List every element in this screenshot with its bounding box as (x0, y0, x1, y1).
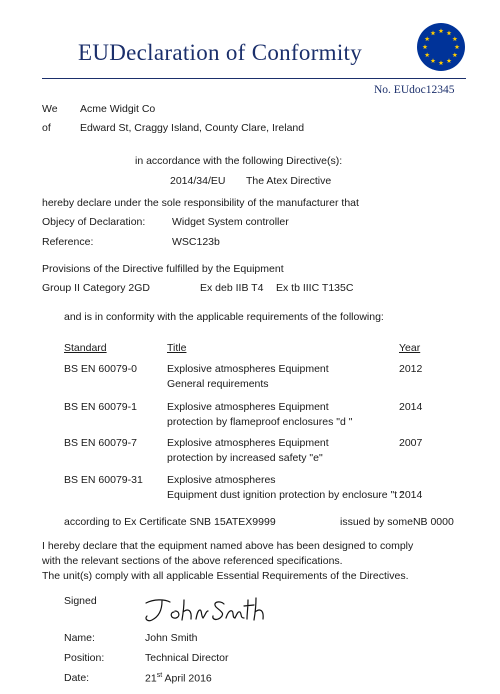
notified-body: issued by someNB 0000 (340, 516, 454, 528)
table-cell-standard: BS EN 60079-7 (64, 437, 137, 449)
manufacturer-name: Acme Widgit Co (80, 103, 156, 115)
table-cell-year: 2014 (399, 489, 423, 501)
final-declaration-line: I hereby declare that the equipment named above has been designed to comply (42, 540, 414, 552)
date-day: 21 (145, 672, 157, 685)
eu-flag-icon (416, 22, 466, 72)
table-cell-year: 2014 (399, 401, 423, 413)
table-cell-title: Equipment dust ignition protection by enclosure "t " (167, 489, 404, 501)
ex-certificate: according to Ex Certificate SNB 15ATEX9999 (64, 516, 276, 528)
table-cell-title: Explosive atmospheres Equipment (167, 437, 329, 449)
table-cell-standard: BS EN 60079-31 (64, 474, 143, 486)
column-header-standard: Standard (64, 342, 107, 354)
table-cell-title: General requirements (167, 378, 269, 390)
signed-label: Signed (64, 595, 97, 607)
date-label: Date: (64, 672, 90, 684)
table-cell-title: protection by flameproof enclosures "d " (167, 416, 353, 428)
ex-marking-dust: Ex tb IIIC T135C (276, 282, 354, 294)
reference-label: Reference: (42, 236, 94, 248)
handwritten-signature-icon (140, 594, 280, 624)
we-label: We (42, 103, 58, 115)
conformity-intro: and is in conformity with the applicable requirements of the following: (64, 311, 384, 323)
final-declaration-line: with the relevant sections of the above referenced specifications. (42, 555, 343, 567)
table-cell-title: Explosive atmospheres Equipment (167, 401, 329, 413)
directive-intro: in accordance with the following Directive(s): (135, 155, 343, 167)
table-cell-standard: BS EN 60079-0 (64, 363, 137, 375)
name-label: Name: (64, 632, 95, 644)
position-value: Technical Director (145, 652, 229, 664)
final-declaration-line: The unit(s) comply with all applicable Essential Requirements of the Directives. (42, 570, 409, 582)
document-title: EUDeclaration of Conformity (78, 40, 363, 65)
of-label: of (42, 122, 51, 134)
position-label: Position: (64, 652, 105, 664)
table-cell-year: 2012 (399, 363, 423, 375)
directive-name: The Atex Directive (246, 175, 332, 187)
name-value: John Smith (145, 632, 198, 644)
table-cell-title: Explosive atmospheres Equipment (167, 363, 329, 375)
reference-value: WSC123b (172, 236, 220, 248)
manufacturer-address: Edward St, Craggy Island, County Clare, Ireland (80, 122, 305, 134)
object-label: Objecy of Declaration: (42, 216, 146, 228)
table-cell-title: Explosive atmospheres (167, 474, 276, 486)
title-divider (42, 78, 466, 79)
ex-marking-gas: Ex deb IIB T4 (200, 282, 264, 294)
equipment-group: Group II Category 2GD (42, 282, 150, 294)
date-value (145, 672, 212, 685)
column-header-title: Title (167, 342, 187, 354)
column-header-year: Year (399, 342, 421, 354)
directive-code: 2014/34/EU (170, 175, 226, 187)
table-cell-year: 2007 (399, 437, 423, 449)
object-value: Widget System controller (172, 216, 289, 228)
declaration-statement: hereby declare under the sole responsibility of the manufacturer that (42, 197, 359, 209)
date-ordinal-suffix: st (156, 672, 163, 679)
date-month-year: April 2016 (162, 672, 212, 685)
document-number: No. EUdoc12345 (374, 84, 455, 96)
table-cell-standard: BS EN 60079-1 (64, 401, 137, 413)
table-cell-title: protection by increased safety "e" (167, 452, 323, 464)
provisions-heading: Provisions of the Directive fulfilled by the Equipment (42, 263, 284, 275)
